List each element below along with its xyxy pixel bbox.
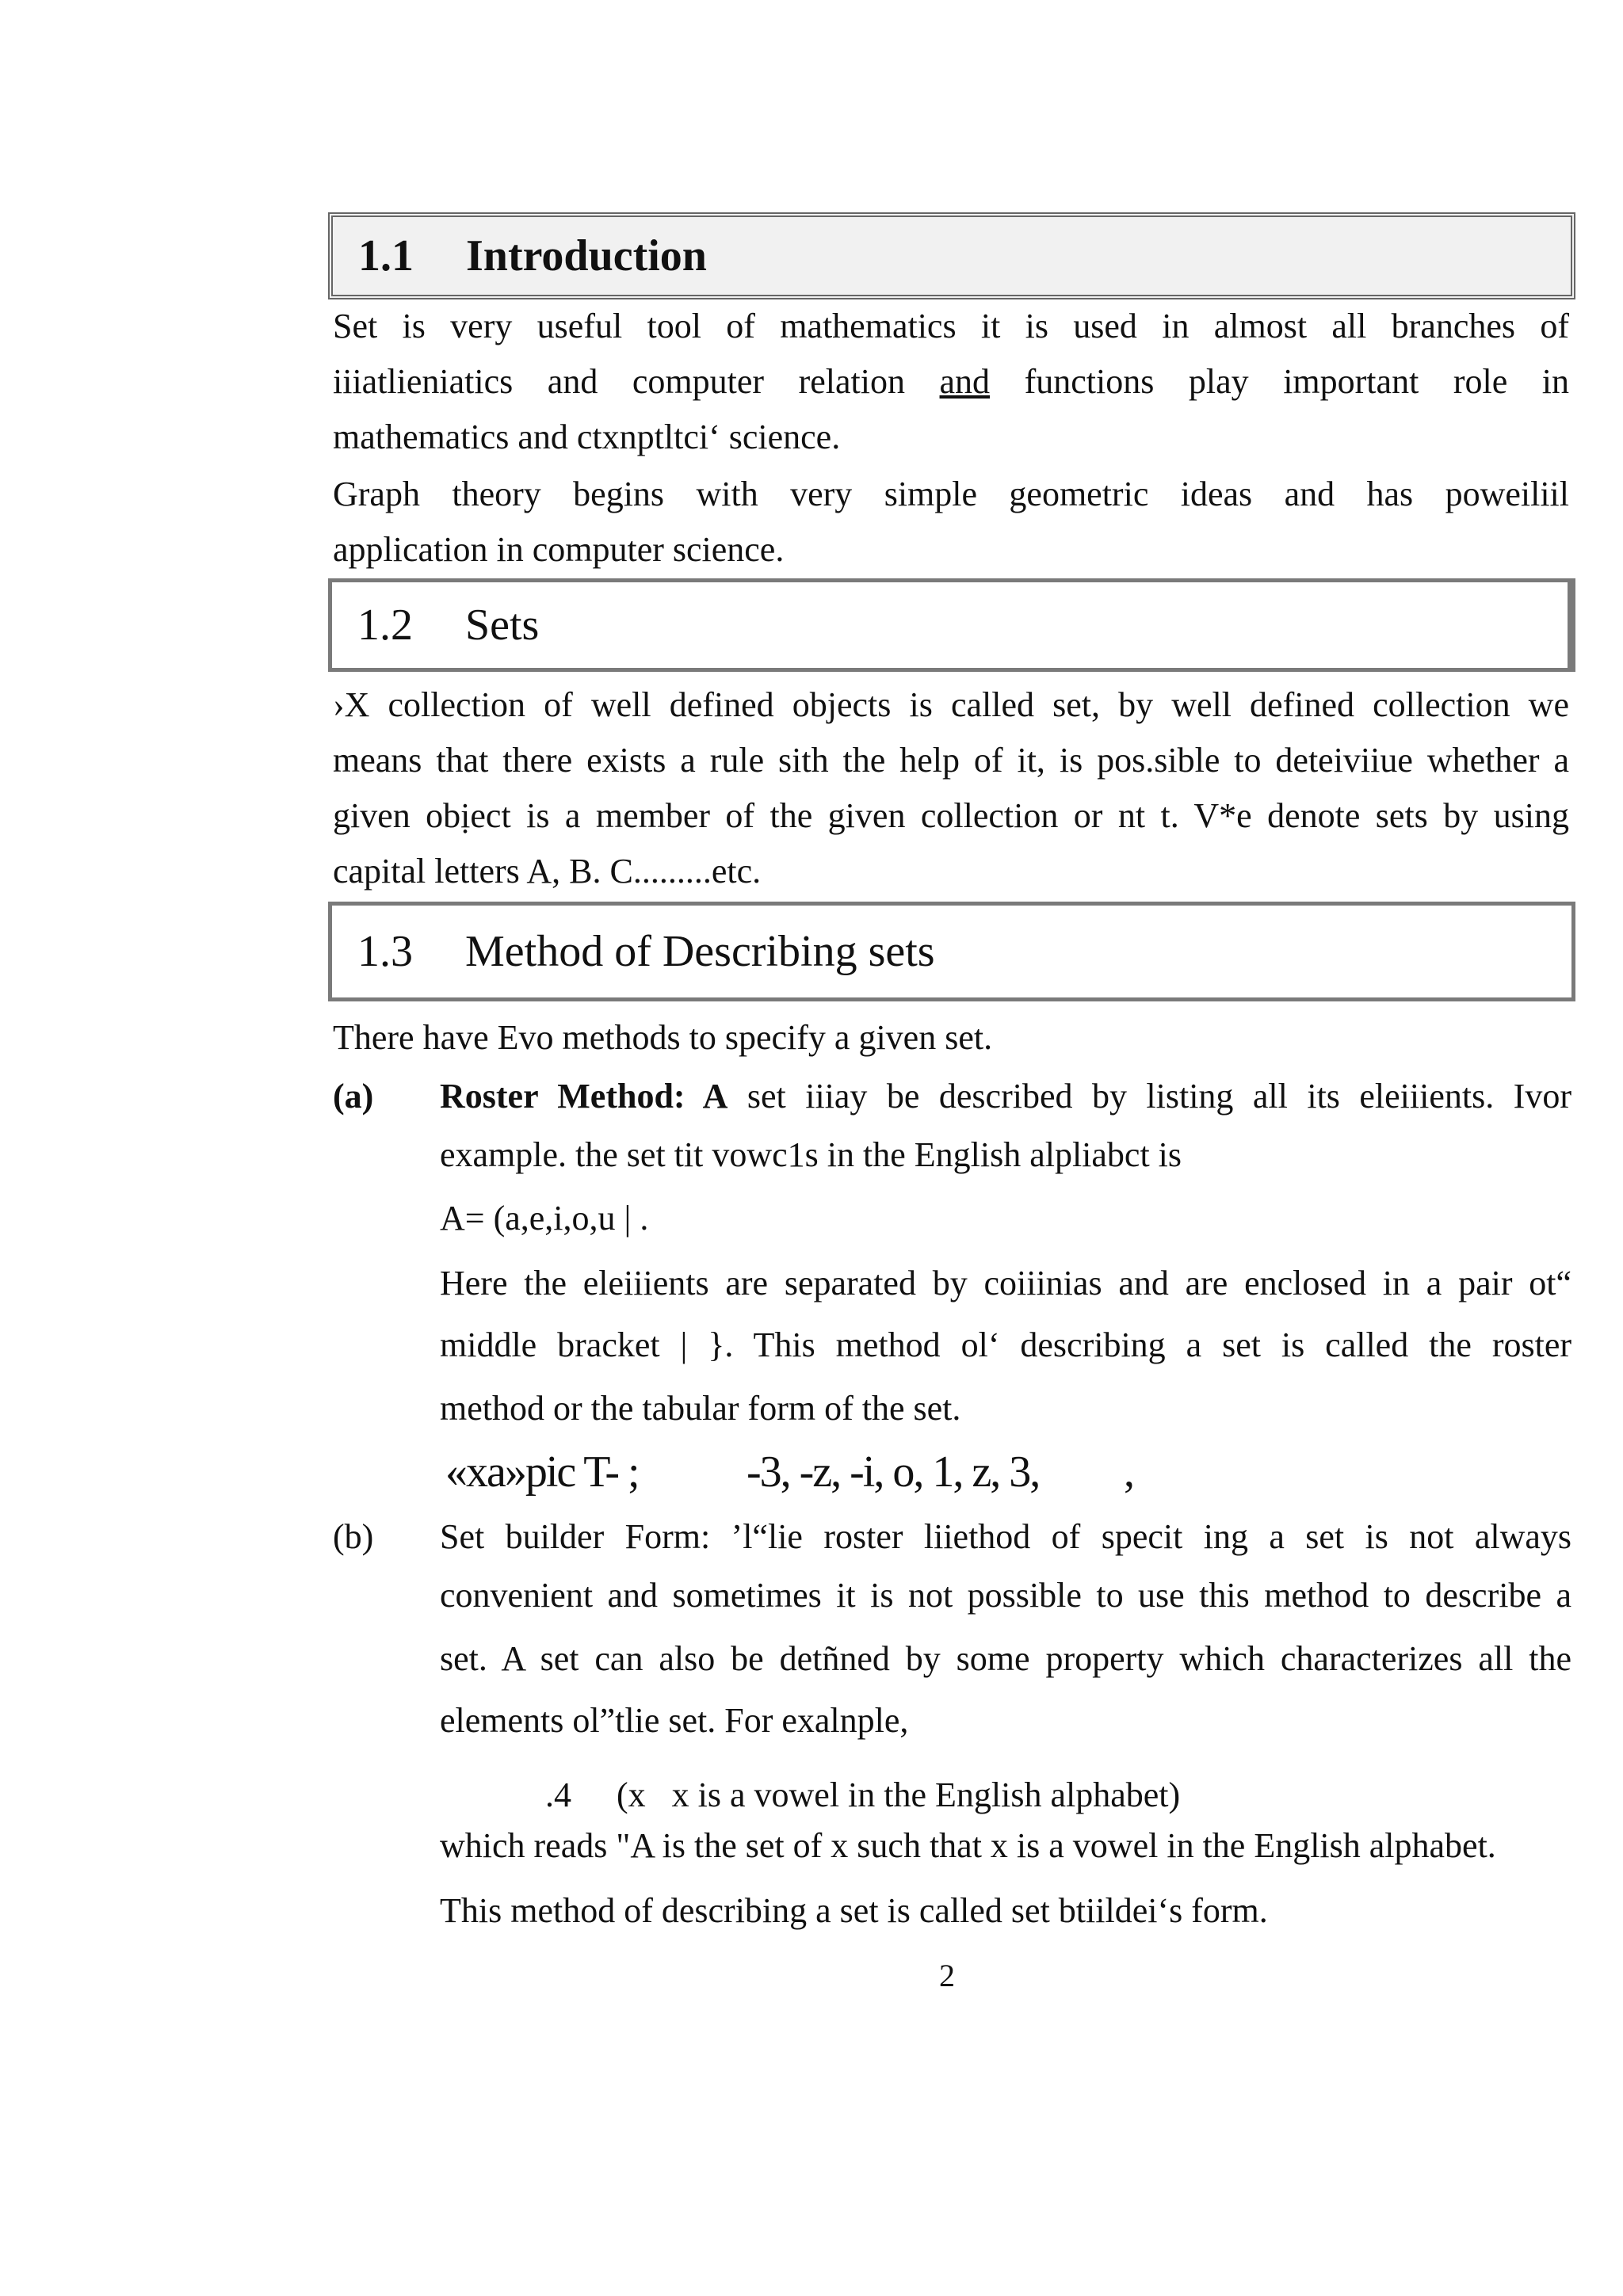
sets-line-3: given obịect is a member of the given collection or nt t. V*e denote sets by using bbox=[333, 796, 1569, 835]
section-number: 1.1 bbox=[358, 231, 414, 280]
sets-line-2: means that there exists a rule sith the help of it, is pos.sible to deteiviiue whether a bbox=[333, 741, 1569, 780]
example-values: -3, -z, -i, o, 1, z, 3, bbox=[747, 1447, 1040, 1497]
section-title: Method of Describing sets bbox=[465, 927, 935, 976]
roster-line-1 bbox=[440, 1074, 1571, 1119]
example-label: «xa»pic T- ; bbox=[445, 1447, 639, 1497]
sets-line-1: ›X collection of well defined objects is called set, by well defined collection we bbox=[333, 685, 1569, 724]
intro-line-2 bbox=[333, 360, 1569, 404]
builder-line-4: elements ol”tlie set. For exalnple, bbox=[440, 1701, 909, 1740]
item-b-marker: (b) bbox=[333, 1517, 374, 1556]
roster-line-5: middle bracket | }. This method ol‘ describing a set is called the roster bbox=[440, 1325, 1571, 1364]
section-title: Introduction bbox=[466, 231, 707, 280]
section-title: Sets bbox=[465, 601, 540, 650]
section-heading-introduction bbox=[328, 212, 1575, 299]
builder-formula: (x x is a vowel in the English alphabet) bbox=[617, 1775, 1181, 1814]
builder-line-7: This method of describing a set is called set btiildei‘s form. bbox=[440, 1891, 1268, 1930]
item-a-marker: (a) bbox=[333, 1077, 374, 1116]
roster-line-6: method or the tabular form of the set. bbox=[440, 1389, 961, 1428]
example-trailing: , bbox=[1124, 1447, 1133, 1497]
roster-line-1-rest: set iiiay be described by listing all its eleiiients. Ivor bbox=[747, 1077, 1571, 1116]
roster-line-2: example. the set tit vowc1s in the English alpliabct is bbox=[440, 1135, 1182, 1174]
intro-line-1: Set is very useful tool of mathematics it is used in almost all branches of bbox=[333, 307, 1569, 345]
intro-line-3: mathematics and ctxnptltci‘ science. bbox=[333, 418, 841, 456]
intro-line-2-start: iiiatlieniatics and computer relation bbox=[333, 362, 905, 401]
section-heading-sets bbox=[328, 578, 1575, 672]
sets-line-4: capital letters A, B. C.........etc. bbox=[333, 852, 762, 891]
intro-line-4: Graph theory begins with very simple geometric ideas and has poweiliil bbox=[333, 475, 1569, 513]
intro-line-2-end: functions play important role in bbox=[1024, 362, 1570, 401]
roster-set-example: A= (a,e,i,o,u | . bbox=[440, 1199, 649, 1238]
intro-line-5: application in computer science. bbox=[333, 530, 785, 569]
section-number: 1.2 bbox=[357, 601, 413, 650]
builder-formula-symbol: .4 bbox=[545, 1775, 571, 1814]
methods-intro: There have Evo methods to specify a given set. bbox=[333, 1018, 993, 1057]
section-heading-methods bbox=[328, 902, 1575, 1001]
builder-line-1: Set builder Form: ’l“lie roster liiethod of specit ing a set is not always bbox=[440, 1517, 1571, 1556]
intro-underlined-word: and bbox=[939, 362, 991, 401]
page-number: 2 bbox=[939, 1958, 955, 1993]
roster-heading: Roster Method: A bbox=[440, 1077, 728, 1116]
builder-line-2: convenient and sometimes it is not possible to use this method to describe a bbox=[440, 1576, 1571, 1615]
builder-line-3: set. A set can also be detñned by some property which characterizes all the bbox=[440, 1639, 1571, 1678]
section-number: 1.3 bbox=[357, 927, 413, 976]
roster-line-4: Here the eleiiients are separated by coiiinias and are enclosed in a pair ot“ bbox=[440, 1264, 1571, 1302]
builder-line-6: which reads "A is the set of x such that x is a vowel in the English alphabet. bbox=[440, 1826, 1496, 1865]
